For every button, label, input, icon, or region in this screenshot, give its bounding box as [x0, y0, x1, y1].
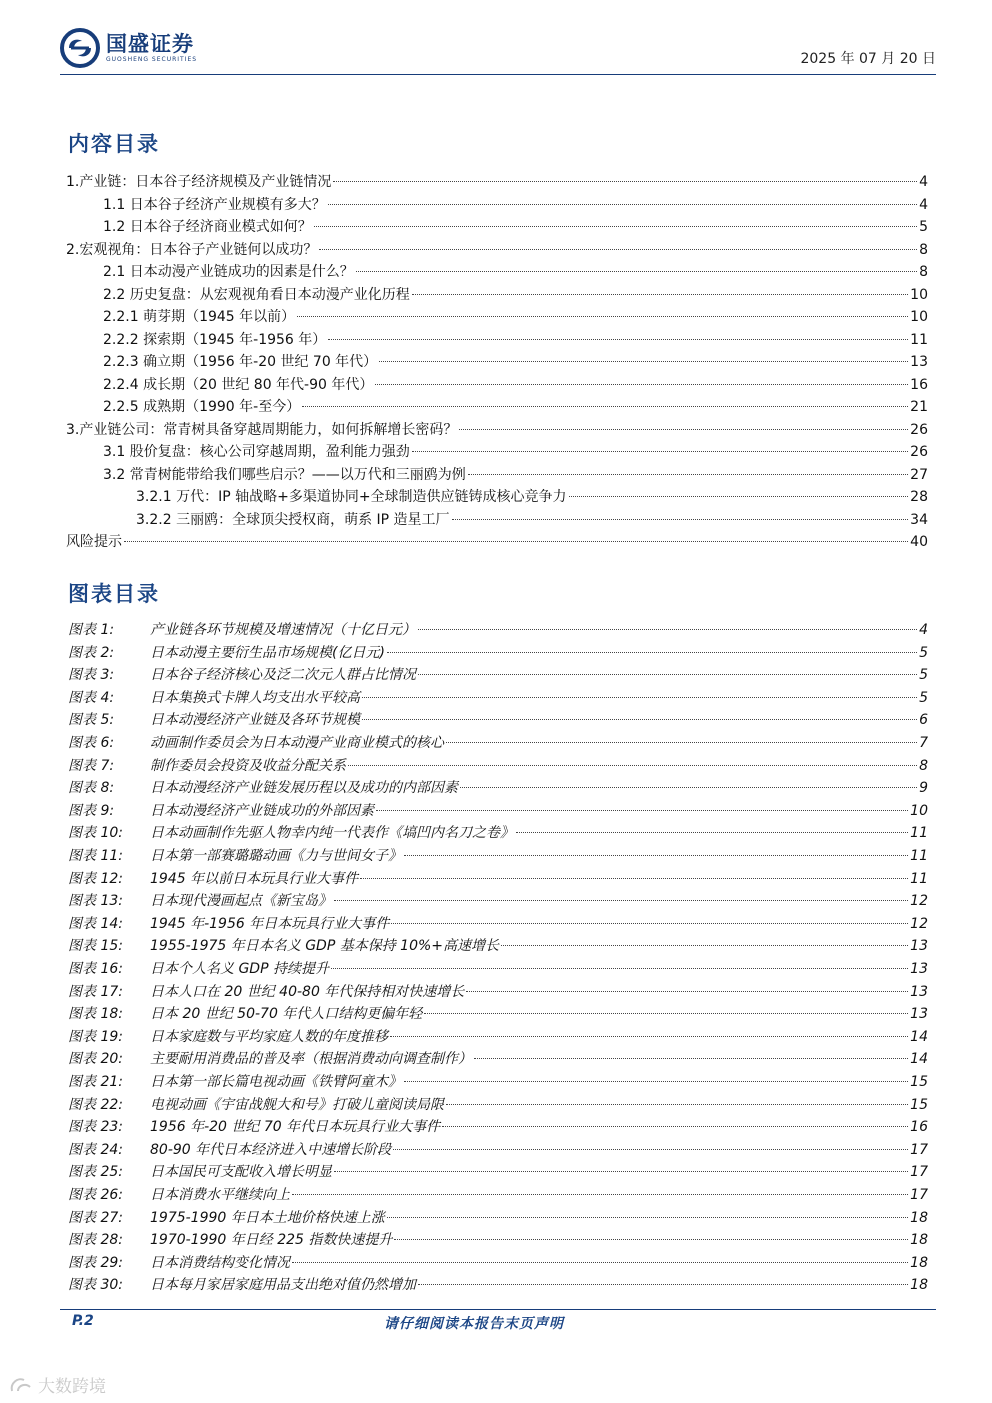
figure-entry[interactable] — [68, 710, 928, 730]
toc-entry-page: 4 — [919, 196, 928, 213]
toc-entry-page: 26 — [910, 421, 928, 438]
figure-entry[interactable] — [68, 1253, 928, 1273]
figure-page: 18 — [910, 1254, 928, 1271]
toc-entry-text: 3.1 股价复盘：核心公司穿越周期，盈利能力强劲 — [103, 444, 410, 460]
figure-page: 11 — [910, 848, 928, 864]
figure-leader-dots — [292, 1194, 908, 1195]
figure-label: 图表 20: — [68, 1051, 123, 1068]
figure-entry[interactable] — [68, 1004, 928, 1024]
toc-entry-page: 10 — [910, 286, 928, 303]
figure-title: 日本动漫经济产业链及各环节规模 — [150, 712, 360, 729]
toc-entry-page: 34 — [910, 511, 928, 528]
figure-title: 日本每月家居家庭用品支出绝对值仍然增加 — [150, 1277, 416, 1294]
figure-label: 图表 19: — [68, 1028, 123, 1045]
figure-entry[interactable] — [68, 688, 928, 708]
figure-title: 制作委员会投资及收益分配关系 — [150, 757, 346, 774]
toc-entry[interactable] — [66, 532, 928, 552]
toc-leader-dots — [333, 181, 917, 182]
figure-leader-dots — [334, 900, 908, 901]
figure-title: 动画制作委员会为日本动漫产业商业模式的核心 — [150, 735, 444, 751]
toc-entry-text: 2.2.1 萌芽期（1945 年以前） — [103, 309, 296, 325]
figure-label: 图表 16: — [68, 961, 123, 977]
toc-entry-page: 13 — [910, 354, 928, 370]
toc-entry-text: 1.产业链：日本谷子经济规模及产业链情况 — [66, 174, 332, 190]
figure-title: 日本谷子经济核心及泛二次元人群占比情况 — [150, 667, 416, 684]
figure-label: 图表 11: — [68, 848, 123, 864]
figure-entry[interactable] — [68, 1162, 928, 1182]
figure-page: 18 — [910, 1277, 928, 1294]
toc-leader-dots — [297, 316, 908, 317]
figure-leader-dots — [292, 1262, 908, 1263]
toc-entry[interactable] — [66, 330, 928, 350]
figure-title: 日本动漫经济产业链发展历程以及成功的内部因素 — [150, 780, 458, 797]
figure-title: 日本第一部长篇电视动画《铁臂阿童木》 — [150, 1074, 402, 1090]
figure-page: 15 — [910, 1096, 928, 1113]
figure-entry[interactable] — [68, 733, 928, 753]
figure-title: 日本现代漫画起点《新宝岛》 — [150, 893, 332, 910]
figure-leader-dots — [404, 1081, 908, 1082]
toc-entry[interactable] — [66, 420, 928, 440]
figure-page: 17 — [910, 1141, 928, 1158]
figure-entry[interactable] — [68, 801, 928, 821]
toc-entry-page: 11 — [910, 331, 928, 348]
toc-leader-dots — [569, 496, 909, 497]
figure-title: 日本人口在 20 世纪 40-80 年代保持相对快速增长 — [150, 983, 465, 1000]
toc-title: 内容目录 — [68, 132, 160, 156]
figure-page: 14 — [910, 1051, 928, 1068]
figure-label: 图表 27: — [68, 1209, 123, 1226]
figure-label: 图表 18: — [68, 1006, 123, 1023]
figure-page: 18 — [910, 1232, 928, 1249]
figure-leader-dots — [404, 855, 908, 856]
figure-page: 16 — [910, 1119, 928, 1136]
toc-entry-text: 2.2.4 成长期（20 世纪 80 年代-90 年代） — [103, 376, 374, 393]
figure-title: 日本集换式卡牌人均支出水平较高 — [150, 689, 360, 706]
figure-title: 日本消费结构变化情况 — [150, 1254, 290, 1271]
toc-leader-dots — [328, 339, 908, 340]
figure-page: 13 — [910, 1006, 928, 1023]
toc-entry[interactable] — [66, 510, 928, 530]
figure-leader-dots — [501, 945, 908, 946]
figure-page: 12 — [910, 915, 928, 932]
footer-disclaimer: 请仔细阅读本报告末页声明 — [384, 1316, 564, 1332]
toc-entry-page: 21 — [910, 399, 928, 415]
toc-entry-page: 28 — [910, 489, 928, 505]
figure-page: 4 — [919, 622, 928, 638]
figure-page: 8 — [919, 757, 928, 774]
figure-entry[interactable] — [68, 665, 928, 685]
figure-page: 15 — [910, 1074, 928, 1090]
toc-leader-dots — [468, 474, 908, 475]
figure-label: 图表 2: — [68, 644, 115, 661]
toc-leader-dots — [375, 384, 908, 385]
figure-page: 13 — [910, 983, 928, 1000]
figure-page: 11 — [910, 870, 928, 887]
figure-label: 图表 17: — [68, 983, 123, 1000]
figure-label: 图表 4: — [68, 689, 115, 706]
toc-entry-page: 26 — [910, 444, 928, 460]
figure-entry[interactable] — [68, 1230, 928, 1250]
figure-title: 日本动漫经济产业链成功的外部因素 — [150, 802, 374, 819]
figure-label: 图表 6: — [68, 735, 115, 751]
toc-entry-text: 3.产业链公司：常青树具备穿越周期能力，如何拆解增长密码？ — [66, 421, 458, 438]
figure-title: 日本家庭数与平均家庭人数的年度推移 — [150, 1028, 388, 1045]
toc-entry[interactable] — [66, 442, 928, 462]
figure-entry[interactable] — [68, 914, 928, 934]
figure-leader-dots — [516, 832, 908, 833]
figure-label: 图表 21: — [68, 1074, 123, 1090]
watermark-logo-icon — [8, 1375, 34, 1395]
figure-label: 图表 25: — [68, 1164, 123, 1181]
toc-leader-dots — [412, 294, 908, 295]
figure-leader-dots — [394, 1239, 908, 1240]
toc-entry-page: 40 — [910, 534, 928, 550]
figure-leader-dots — [418, 1284, 908, 1285]
figure-entry[interactable] — [68, 1185, 928, 1205]
figure-leader-dots — [446, 742, 917, 743]
figure-page: 5 — [919, 667, 928, 684]
logo-english-name: GUOSHENG SECURITIES — [106, 56, 198, 63]
toc-entry-text: 3.2 常青树能带给我们哪些启示？——以万代和三丽鸥为例 — [103, 466, 466, 483]
figure-entry[interactable] — [68, 756, 928, 776]
toc-entry[interactable] — [66, 262, 928, 282]
figure-label: 图表 14: — [68, 915, 123, 932]
figure-page: 10 — [910, 802, 928, 819]
toc-entry-text: 2.2 历史复盘：从宏观视角看日本动漫产业化历程 — [103, 286, 410, 303]
figure-leader-dots — [362, 697, 917, 698]
header-divider — [60, 74, 936, 75]
toc-entry-text: 3.2.1 万代：IP 轴战略+多渠道协同+全球制造供应链铸成核心竞争力 — [136, 489, 567, 505]
figure-page: 13 — [910, 961, 928, 977]
figure-leader-dots — [376, 810, 908, 811]
toc-leader-dots — [328, 204, 917, 205]
figure-title: 产业链各环节规模及增速情况（十亿日元） — [150, 622, 416, 638]
watermark — [8, 1372, 106, 1397]
figure-leader-dots — [418, 629, 917, 630]
toc-entry[interactable] — [66, 397, 928, 417]
figure-label: 图表 28: — [68, 1232, 123, 1249]
figure-leader-dots — [446, 1104, 908, 1105]
figure-title: 1945 年以前日本玩具行业大事件 — [150, 870, 359, 887]
figure-entry[interactable] — [68, 1140, 928, 1160]
figure-title: 1970-1990 年日经 225 指数快速提升 — [150, 1232, 393, 1249]
toc-entry-text: 1.1 日本谷子经济产业规模有多大？ — [103, 196, 326, 213]
toc-entry[interactable] — [66, 352, 928, 372]
footer-divider — [60, 1309, 936, 1310]
figure-label: 图表 13: — [68, 893, 123, 910]
toc-entry[interactable] — [66, 217, 928, 237]
figure-entry[interactable] — [68, 778, 928, 798]
toc-entry[interactable] — [66, 172, 928, 192]
toc-leader-dots — [314, 226, 917, 227]
figure-title: 1956 年-20 世纪 70 年代日本玩具行业大事件 — [150, 1119, 441, 1136]
figure-page: 12 — [910, 893, 928, 910]
figure-entry[interactable] — [68, 936, 928, 956]
toc-entry-text: 3.2.2 三丽鸥：全球顶尖授权商，萌系 IP 造星工厂 — [136, 511, 450, 528]
figure-entry[interactable] — [68, 1095, 928, 1115]
figure-title: 日本 20 世纪 50-70 年代人口结构更偏年轻 — [150, 1006, 423, 1023]
figure-title: 日本消费水平继续向上 — [150, 1187, 290, 1203]
toc-leader-dots — [459, 429, 908, 430]
figure-entry[interactable] — [68, 1117, 928, 1137]
figure-title: 日本个人名义 GDP 持续提升 — [150, 961, 329, 977]
toc-entry[interactable] — [66, 240, 928, 260]
toc-leader-dots — [124, 541, 908, 542]
toc-entry[interactable] — [66, 375, 928, 395]
figure-leader-dots — [387, 1217, 908, 1218]
figure-leader-dots — [466, 991, 908, 992]
figure-entry[interactable] — [68, 1049, 928, 1069]
figure-label: 图表 5: — [68, 712, 115, 729]
toc-entry[interactable] — [66, 465, 928, 485]
toc-entry-text: 2.2.3 确立期（1956 年-20 世纪 70 年代） — [103, 354, 378, 370]
toc-entry-page: 8 — [919, 241, 928, 258]
figure-leader-dots — [391, 923, 908, 924]
figure-title: 主要耐用消费品的普及率（根据消费动向调查制作） — [150, 1051, 472, 1068]
toc-entry-text: 2.2.2 探索期（1945 年-1956 年） — [103, 331, 327, 348]
figure-page: 5 — [919, 689, 928, 706]
toc-entry-page: 8 — [919, 264, 928, 280]
figure-title: 1955-1975 年日本名义 GDP 基本保持 10%+高速增长 — [150, 938, 500, 955]
figure-page: 14 — [910, 1028, 928, 1045]
figure-title: 日本国民可支配收入增长明显 — [150, 1164, 332, 1181]
figure-entry[interactable] — [68, 869, 928, 889]
figure-leader-dots — [387, 652, 917, 653]
toc-entry[interactable] — [66, 307, 928, 327]
figure-page: 17 — [910, 1164, 928, 1181]
figure-title: 日本动画制作先驱人物幸内纯一代表作《塙凹内名刀之卷》 — [150, 825, 514, 842]
toc-entry-text: 风险提示 — [66, 534, 122, 550]
toc-entry-page: 10 — [910, 309, 928, 325]
figure-entry[interactable] — [68, 982, 928, 1002]
figure-label: 图表 24: — [68, 1141, 123, 1158]
figure-entry[interactable] — [68, 1208, 928, 1228]
figure-label: 图表 23: — [68, 1119, 123, 1136]
figure-entry[interactable] — [68, 1027, 928, 1047]
figure-page: 18 — [910, 1209, 928, 1226]
figure-leader-dots — [334, 1171, 908, 1172]
figure-page: 11 — [910, 825, 928, 842]
toc-entry[interactable] — [66, 195, 928, 215]
toc-entry-text: 2.1 日本动漫产业链成功的因素是什么？ — [103, 264, 354, 280]
toc-entry-page: 5 — [919, 219, 928, 235]
figure-leader-dots — [360, 878, 908, 879]
figure-label: 图表 9: — [68, 802, 115, 819]
toc-entry-page: 4 — [919, 174, 928, 190]
figure-label: 图表 29: — [68, 1254, 123, 1271]
figure-entry[interactable] — [68, 620, 928, 640]
toc-leader-dots — [379, 361, 908, 362]
figure-entry[interactable] — [68, 959, 928, 979]
toc-leader-dots — [319, 249, 917, 250]
figure-page: 9 — [919, 780, 928, 797]
figure-page: 6 — [919, 712, 928, 729]
figure-label: 图表 30: — [68, 1277, 123, 1294]
toc-entry-page: 16 — [910, 376, 928, 393]
figure-entry[interactable] — [68, 1275, 928, 1295]
logo-chinese-name: 国盛证券 — [106, 32, 194, 56]
figure-entry[interactable] — [68, 643, 928, 663]
figure-leader-dots — [390, 1036, 908, 1037]
figure-label: 图表 12: — [68, 870, 123, 887]
toc-leader-dots — [452, 519, 909, 520]
toc-entry[interactable] — [66, 285, 928, 305]
figure-page: 13 — [910, 938, 928, 955]
figure-leader-dots — [393, 1149, 908, 1150]
figure-title: 1945 年-1956 年日本玩具行业大事件 — [150, 915, 390, 932]
figure-list-title: 图表目录 — [68, 582, 160, 606]
figure-label: 图表 1: — [68, 622, 115, 638]
figure-page: 7 — [919, 735, 928, 751]
figure-entry[interactable] — [68, 846, 928, 866]
figure-label: 图表 10: — [68, 825, 123, 842]
figure-label: 图表 8: — [68, 780, 115, 797]
toc-leader-dots — [356, 271, 917, 272]
toc-entry-text: 2.2.5 成熟期（1990 年-至今） — [103, 399, 301, 415]
figure-page: 5 — [919, 644, 928, 661]
toc-entry-page: 27 — [910, 466, 928, 483]
figure-leader-dots — [424, 1013, 908, 1014]
toc-leader-dots — [412, 451, 908, 452]
page-number: P.2 — [72, 1313, 94, 1329]
figure-page: 17 — [910, 1187, 928, 1203]
figure-title: 日本动漫主要衍生品市场规模(亿日元) — [150, 644, 385, 661]
figure-title: 电视动画《宇宙战舰大和号》打破儿童阅读局限 — [150, 1096, 444, 1113]
figure-title: 日本第一部赛璐璐动画《力与世间女子》 — [150, 848, 402, 864]
guosheng-logo-icon — [60, 28, 100, 68]
figure-label: 图表 22: — [68, 1096, 123, 1113]
figure-entry[interactable] — [68, 891, 928, 911]
toc-entry-text: 1.2 日本谷子经济商业模式如何？ — [103, 219, 312, 235]
figure-leader-dots — [460, 787, 917, 788]
figure-leader-dots — [442, 1126, 908, 1127]
report-date: 2025 年 07 月 20 日 — [800, 51, 936, 67]
figure-entry[interactable] — [68, 823, 928, 843]
page-header — [60, 28, 936, 72]
company-logo — [60, 28, 197, 68]
toc-leader-dots — [302, 406, 908, 407]
figure-leader-dots — [348, 765, 917, 766]
figure-entry[interactable] — [68, 1072, 928, 1092]
figure-leader-dots — [331, 968, 908, 969]
figure-leader-dots — [418, 674, 917, 675]
figure-label: 图表 7: — [68, 757, 115, 774]
watermark-text: 大数跨境 — [38, 1377, 106, 1397]
figure-label: 图表 15: — [68, 938, 123, 955]
figure-label: 图表 26: — [68, 1187, 123, 1203]
figure-label: 图表 3: — [68, 667, 115, 684]
figure-title: 1975-1990 年日本土地价格快速上涨 — [150, 1209, 385, 1226]
figure-leader-dots — [474, 1058, 908, 1059]
figure-title: 80-90 年代日本经济进入中速增长阶段 — [150, 1141, 392, 1158]
figure-leader-dots — [362, 719, 917, 720]
toc-entry-text: 2.宏观视角：日本谷子产业链何以成功？ — [66, 241, 318, 258]
toc-entry[interactable] — [66, 487, 928, 507]
